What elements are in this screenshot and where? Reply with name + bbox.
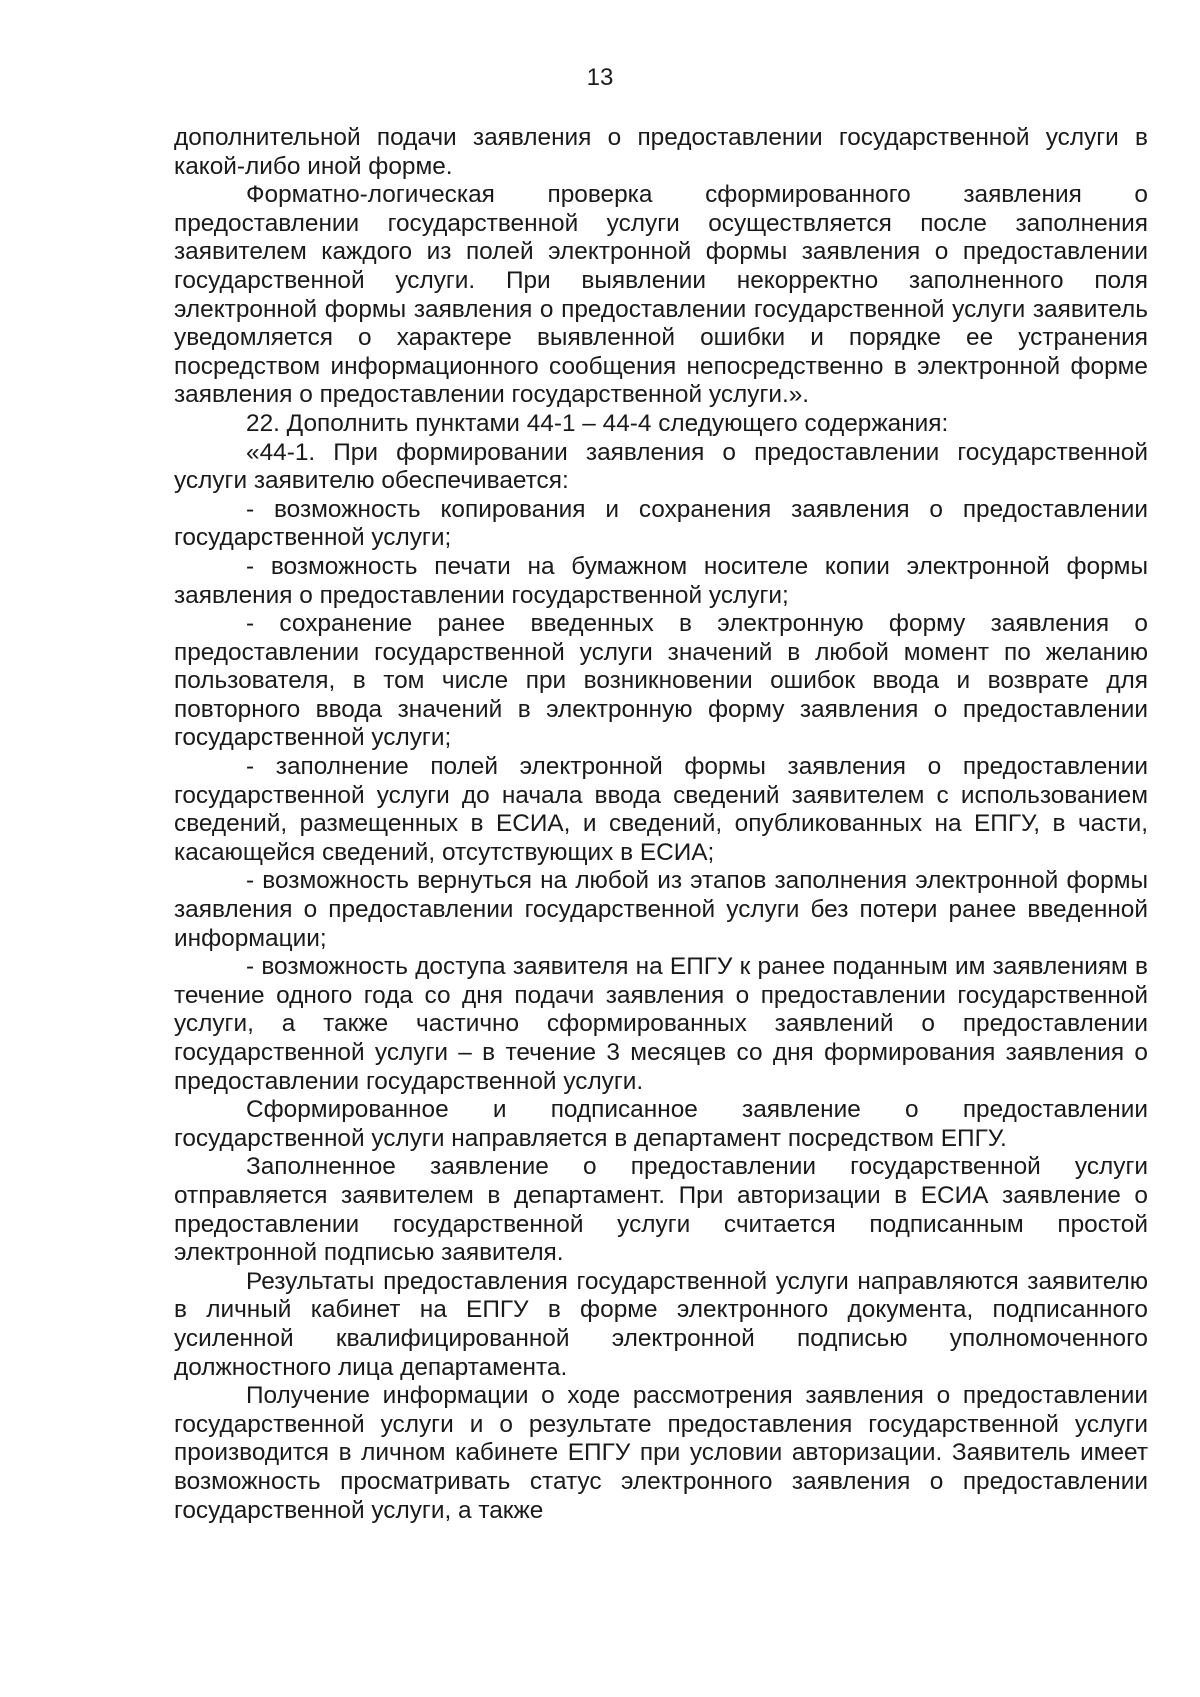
list-item: - заполнение полей электронной формы заявления о предоставлении государственной услуги до начала ввода сведений заявителем с использованием сведений, размещенных в ЕСИА, и сведений, опубликованных на ЕПГУ, в части, касающейся сведений, отсутствующих в ЕСИА; [174, 753, 1148, 866]
paragraph: «44-1. При формировании заявления о предоставлении государственной услуги заявителю обеспечивается: [174, 438, 1148, 495]
document-body [174, 124, 1148, 1525]
paragraph: Получение информации о ходе рассмотрения заявления о предоставлении государственной услуги и о результате предоставления государственной услуги производится в личном кабинете ЕПГУ при условии авторизации. Заявитель имеет возможность просматривать статус электронного заявления о предоставлении государственной услуги, а также [174, 1382, 1148, 1524]
list-item: - возможность печати на бумажном носителе копии электронной формы заявления о предоставлении государственной услуги; [174, 552, 1148, 609]
list-item: - сохранение ранее введенных в электронную форму заявления о предоставлении государственной услуги значений в любой момент по желанию пользователя, в том числе при возникновении ошибок ввода и возврате для повторного ввода значений в электронную форму заявления о предоставлении государственной услуги; [174, 610, 1148, 752]
paragraph: дополнительной подачи заявления о предоставлении государственной услуги в какой-либо иной форме. [174, 124, 1148, 180]
list-item: - возможность копирования и сохранения заявления о предоставлении государственной услуги; [174, 495, 1148, 552]
paragraph: Заполненное заявление о предоставлении государственной услуги отправляется заявителем в департамент. При авторизации в ЕСИА заявление о предоставлении государственной услуги считается подписанным простой электронной подписью заявителя. [174, 1153, 1148, 1267]
page-number: 13 [586, 64, 614, 91]
paragraph: Форматно-логическая проверка сформированного заявления о предоставлении государственной услуги осуществляется после заполнения заявителем каждого из полей электронной формы заявления о предоставлении государственной услуги. При выявлении некорректно заполненного поля электронной формы заявления о предоставлении государственной услуги заявитель уведомляется о характере выявленной ошибки и порядке ее устранения посредством информационного сообщения непосредственно в электронной форме заявления о предоставлении государственной услуги.». [174, 181, 1148, 409]
paragraph: Результаты предоставления государственной услуги направляются заявителю в личный кабинет на ЕПГУ в форме электронного документа, подписанного усиленной квалифицированной электронной подписью уполномоченного должностного лица департамента. [174, 1267, 1148, 1381]
list-item: - возможность доступа заявителя на ЕПГУ к ранее поданным им заявлениям в течение одного года со дня подачи заявления о предоставлении государственной услуги, а также частично сформированных заявлений о предоставлении государственной услуги – в течение 3 месяцев со дня формирования заявления о предоставлении государственной услуги. [174, 953, 1148, 1095]
paragraph: Сформированное и подписанное заявление о предоставлении государственной услуги направляется в департамент посредством ЕПГУ. [174, 1096, 1148, 1152]
list-item: - возможность вернуться на любой из этапов заполнения электронной формы заявления о предоставлении государственной услуги без потери ранее введенной информации; [174, 867, 1148, 952]
paragraph: 22. Дополнить пунктами 44-1 – 44-4 следующего содержания: [246, 409, 949, 437]
